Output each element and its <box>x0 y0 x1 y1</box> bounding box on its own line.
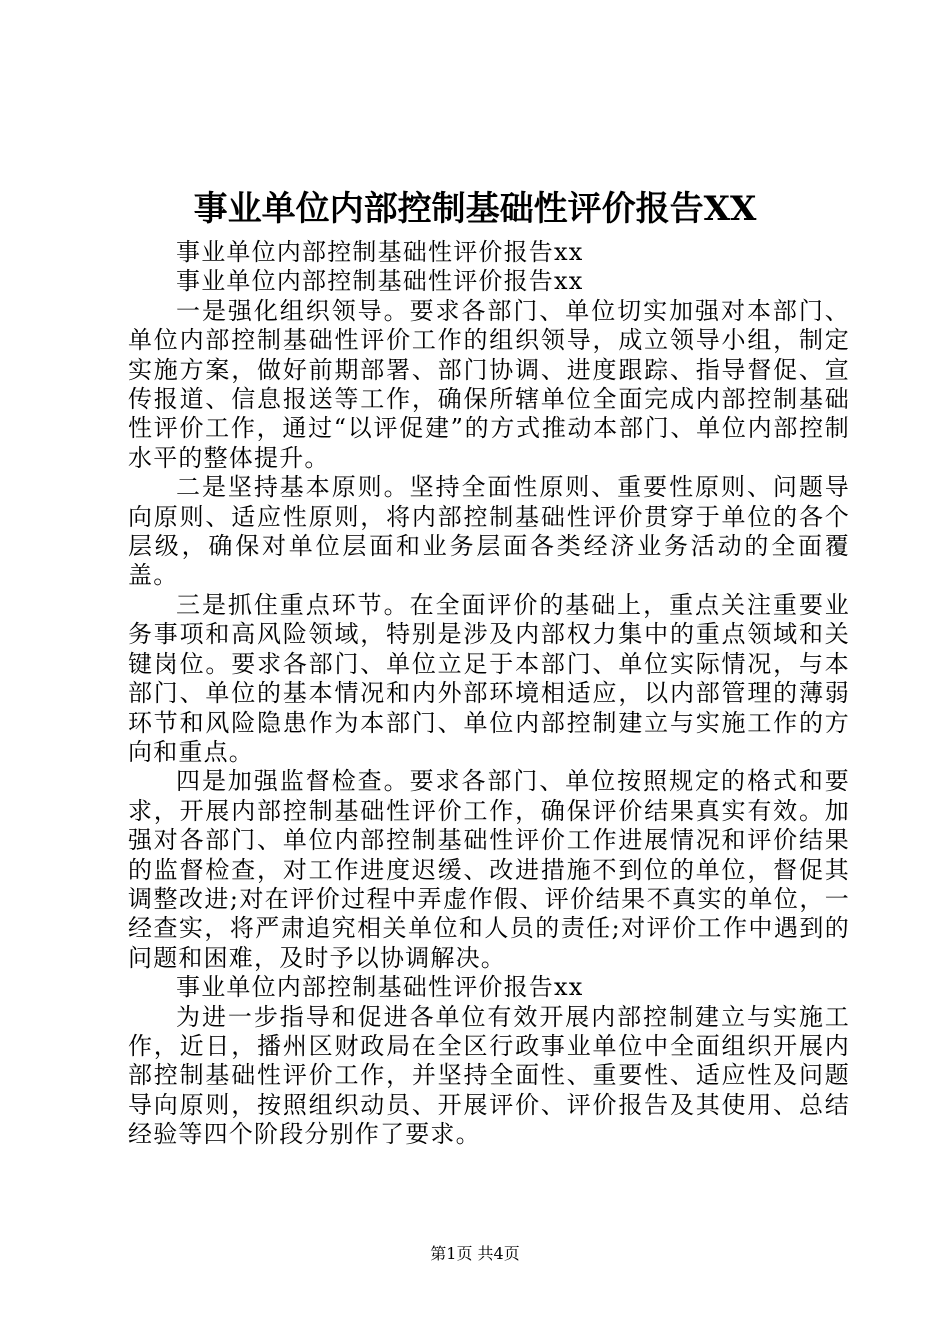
paragraph-subtitle-3: 事业单位内部控制基础性评价报告xx <box>176 973 584 1002</box>
paragraph-key-links: 三是抓住重点环节。在全面评价的基础上，重点关注重要业务事项和高风险领域，特别是涉及内部权力集中的重点领域和关键岗位。要求各部门、单位立足于本部门、单位实际情况，与本部门、单位的基本情况和内外部环境相适应，以内部管理的薄弱环节和风险隐患作为本部门、单位内部控制建立与实施工作的方向和重点。 <box>128 590 850 766</box>
page-footer: 第1页 共4页 <box>430 1244 520 1263</box>
paragraph-basic-principles: 二是坚持基本原则。坚持全面性原则、重要性原则、问题导向原则、适应性原则，将内部控制基础性评价贯穿于单位的各个层级，确保对单位层面和业务层面各类经济业务活动的全面覆盖。 <box>128 473 850 590</box>
paragraph-organization-leadership: 一是强化组织领导。要求各部门、单位切实加强对本部门、单位内部控制基础性评价工作的组织领导，成立领导小组，制定实施方案，做好前期部署、部门协调、进度跟踪、指导督促、宣传报道、信息报送等工作，确保所辖单位全面完成内部控制基础性评价工作，通过“以评促建”的方式推动本部门、单位内部控制水平的整体提升。 <box>128 296 850 472</box>
paragraph-subtitle-1: 事业单位内部控制基础性评价报告xx <box>176 238 584 266</box>
paragraph-bozhou-finance: 为进一步指导和促进各单位有效开展内部控制建立与实施工作，近日，播州区财政局在全区行政事业单位中全面组织开展内部控制基础性评价工作，并坚持全面性、重要性、适应性及问题导向原则，按照组织动员、开展评价、评价报告及其使用、总结经验等四个阶段分别作了要求。 <box>128 1002 850 1149</box>
paragraph-subtitle-2: 事业单位内部控制基础性评价报告xx <box>176 267 584 296</box>
document-title: 事业单位内部控制基础性评价报告XX <box>193 189 757 229</box>
paragraph-supervision: 四是加强监督检查。要求各部门、单位按照规定的格式和要求，开展内部控制基础性评价工作，确保评价结果真实有效。加强对各部门、单位内部控制基础性评价工作进展情况和评价结果的监督检查，对工作进度迟缓、改进措施不到位的单位，督促其调整改进;对在评价过程中弄虚作假、评价结果不真实的单位，一经查实，将严肃追究相关单位和人员的责任;对评价工作中遇到的问题和困难，及时予以协调解决。 <box>128 767 850 972</box>
document-body <box>128 238 850 1150</box>
